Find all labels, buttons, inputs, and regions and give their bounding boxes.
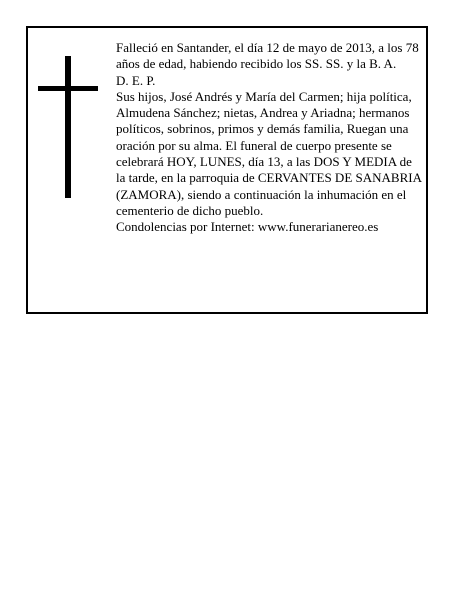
condolences-link: Condolencias por Internet: www.funerarianereo.es (116, 219, 379, 235)
latin-cross-icon (38, 56, 98, 198)
death-announcement: Falleció en Santander, el día 12 de mayo de 2013, a los 78 años de edad, habiendo recibido los SS. SS. y la B. A. (116, 40, 419, 72)
cross-vertical-bar (65, 56, 71, 198)
obituary-notice (26, 26, 428, 314)
family-and-funeral-details: Sus hijos, José Andrés y María del Carmen; hija política, Almudena Sánchez; nietas, Andrea y Ariadna; hermanos políticos, sobrinos, primos y demás familia, Ruegan una oración por su alma. El funeral de cuerpo presente se celebrará HOY, LUNES, día 13, a las DOS Y MEDIA de la tarde, en la parroquia de CERVANTES DE SANABRIA (ZAMORA), siendo a continuación la inhumación en el cementerio de dicho pueblo. (116, 88, 422, 218)
cross-horizontal-bar (38, 86, 98, 91)
notice-text (116, 40, 422, 236)
rest-in-peace: D. E. P. (116, 72, 156, 88)
